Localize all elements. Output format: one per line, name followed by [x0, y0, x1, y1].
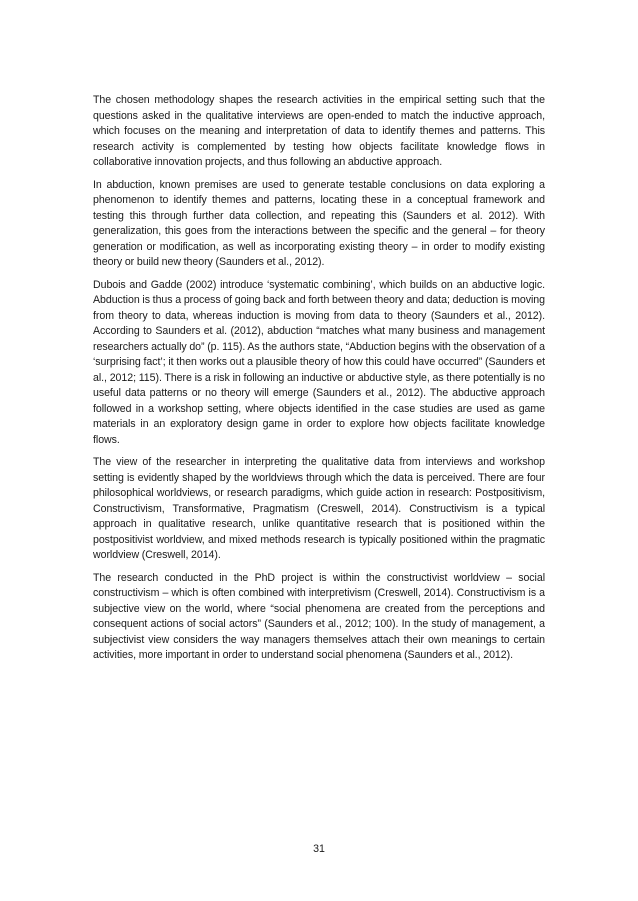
paragraph-systematic-combining: Dubois and Gadde (2002) introduce ‘systematic combining’, which builds on an abductive logic. Abduction is thus a process of going back and forth between theory and data; deduction is moving from theory to data, whereas induction is moving from data to theory (Saunders et al., 2012). According to Saunders et al. (2012), abduction “matches what many business and management researchers actually do” (p. 115). As the authors state, “Abduction begins with the observation of a ‘surprising fact’; it then works out a plausible theory of how this could have occurred” (Saunders et al., 2012; 115). There is a risk in following an inductive or abductive style, as there potentially is no useful data patterns or no theory will emerge (Saunders et al., 2012). The abductive approach followed in a workshop setting, where objects identified in the case studies are used as game materials in an exploratory design game in order to explore how objects facilitate knowledge flows.	[93, 278, 545, 446]
body-text	[93, 93, 545, 671]
paragraph-methodology: The chosen methodology shapes the research activities in the empirical setting such that the questions asked in the qualitative interviews are open-ended to match the inductive approach, which focuses on the meaning and interpretation of data to identify themes and patterns. This research activity is complemented by testing how objects facilitate knowledge flows in collaborative innovation projects, and thus following an abductive approach.	[93, 94, 545, 168]
paragraph-worldviews: The view of the researcher in interpreting the qualitative data from interviews and workshop setting is evidently shaped by the worldviews through which the data is perceived. There are four philosophical worldviews, or research paradigms, which guide action in research: Postpositivism, Constructivism, Transformative, Pragmatism (Creswell, 2014). Constructivism is a typical approach in qualitative research, unlike quantitative research that is positioned within the postpositivist worldview, and mixed methods research is typically positioned within the pragmatic worldview (Creswell, 2014).	[93, 456, 545, 561]
page-number: 31	[313, 843, 325, 855]
paragraph-constructivism: The research conducted in the PhD project is within the constructivist worldview – social constructivism – which is often combined with interpretivism (Creswell, 2014). Constructivism is a subjective view on the world, where “social phenomena are created from the perceptions and consequent actions of social actors” (Saunders et al., 2012; 100). In the study of management, a subjectivist view considers the way managers themselves attach their own meanings to certain activities, more important in order to understand social phenomena (Saunders et al., 2012).	[93, 571, 545, 661]
paragraph-abduction: In abduction, known premises are used to generate testable conclusions on data exploring a phenomenon to identify themes and patterns, locating these in a conceptual framework and testing this through further data collection, and repeating this (Saunders et al. 2012). With generalization, this goes from the interactions between the specific and the general – for theory generation or modification, as well as incorporating existing theory – in order to modify existing theory or build new theory (Saunders et al., 2012).	[93, 178, 545, 268]
